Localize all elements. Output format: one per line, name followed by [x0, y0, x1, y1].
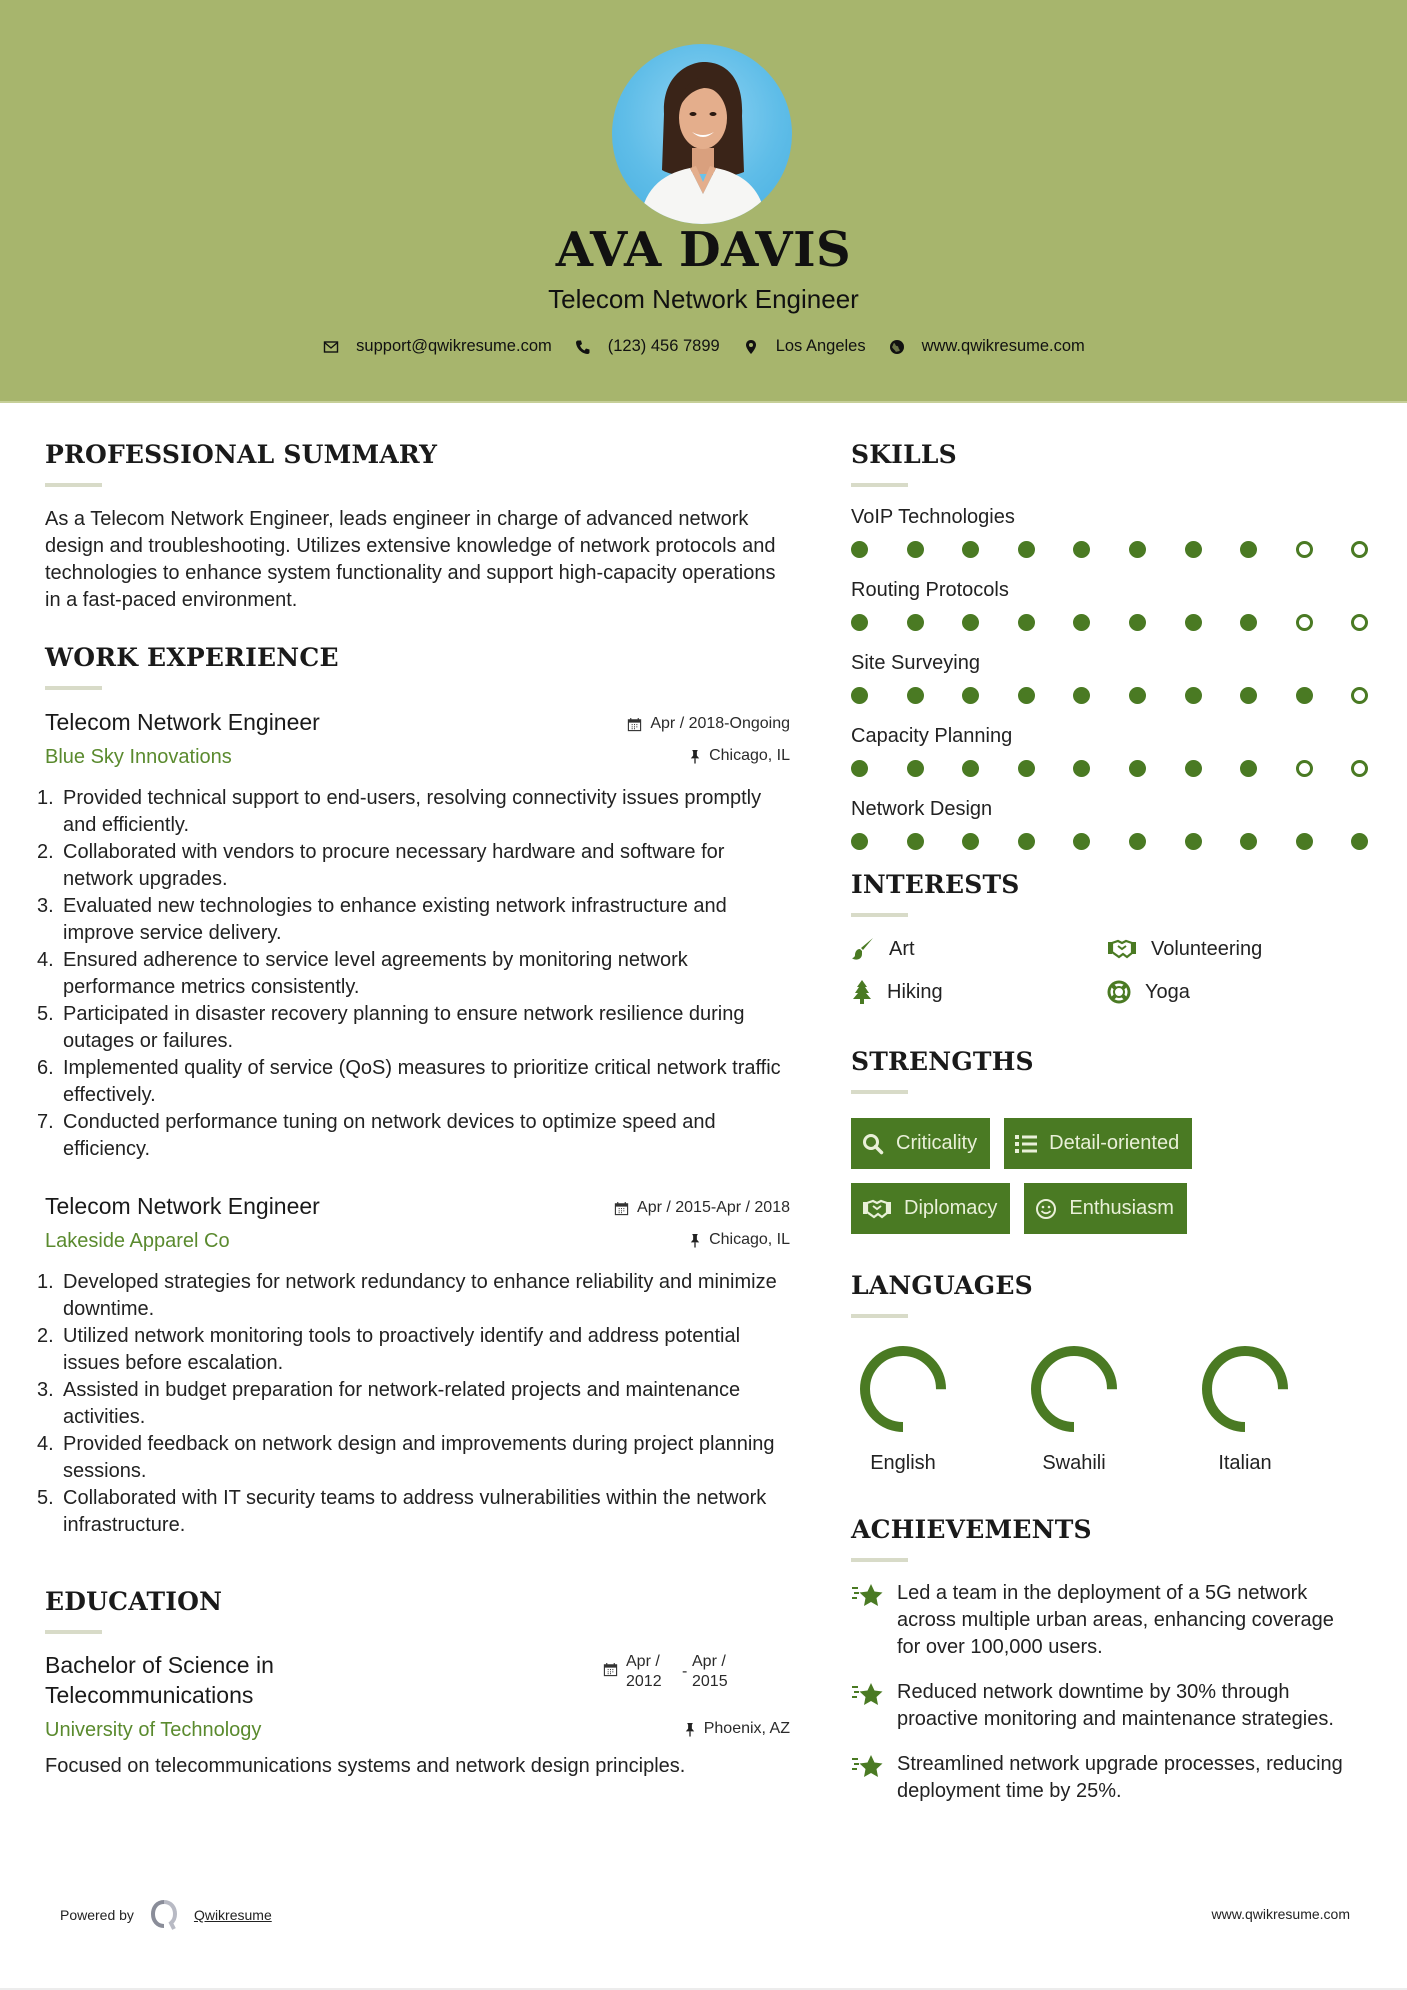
language-name: English	[870, 1452, 936, 1474]
interest-label: Art	[889, 937, 915, 960]
pushpin-icon	[684, 1722, 696, 1737]
end-month: Apr /	[692, 1653, 726, 1670]
language-item	[1193, 1344, 1364, 1475]
interest-item	[1107, 937, 1347, 961]
work-experience-section	[37, 643, 790, 1539]
skills-list	[851, 504, 1371, 850]
rating-dot-filled	[1073, 541, 1090, 558]
rating-dot-filled	[962, 833, 979, 850]
education-section	[45, 1587, 790, 1780]
interest-item	[1107, 980, 1347, 1004]
candidate-name: AVA DAVIS	[555, 222, 852, 278]
candidate-role: Telecom Network Engineer	[548, 284, 859, 314]
paint-brush-icon	[851, 937, 875, 961]
handshake-icon	[862, 1198, 892, 1220]
item-number: 2.	[37, 1325, 54, 1347]
rating-dot-filled	[851, 833, 868, 850]
skill-name: Site Surveying	[851, 652, 980, 674]
language-item	[1022, 1344, 1193, 1475]
section-divider	[45, 1630, 102, 1634]
map-marker-icon	[742, 338, 760, 356]
life-ring-icon	[1107, 980, 1131, 1004]
education-entry	[45, 1650, 790, 1780]
contact-website[interactable]	[888, 337, 1085, 356]
start-year: 2012	[626, 1673, 662, 1690]
education-location	[684, 1720, 790, 1738]
languages-section	[851, 1271, 1371, 1475]
contact-website-text: www.qwikresume.com	[921, 337, 1085, 355]
item-text: Implemented quality of service (QoS) measures to prioritize critical network traffic effectively.	[63, 1057, 781, 1106]
rating-dot-filled	[851, 614, 868, 631]
rating-dot-filled	[1240, 833, 1257, 850]
language-item	[851, 1344, 1022, 1475]
rating-dot-filled	[962, 687, 979, 704]
interest-item	[851, 937, 1107, 961]
list-item	[37, 1055, 790, 1109]
rating-dot-filled	[1129, 687, 1146, 704]
strength-badge	[851, 1118, 990, 1169]
rating-dot-filled	[1185, 833, 1202, 850]
item-text: Collaborated with vendors to procure necessary hardware and software for network upgrades.	[63, 841, 725, 890]
item-number: 4.	[37, 949, 54, 971]
pushpin-icon	[689, 1233, 701, 1248]
footer-website-link[interactable]: www.qwikresume.com	[1211, 1906, 1350, 1922]
item-text: Evaluated new technologies to enhance existing network infrastructure and improve service delivery.	[63, 895, 727, 944]
skill-item	[851, 796, 1371, 850]
section-divider	[851, 1314, 908, 1318]
job-title: Telecom Network Engineer	[45, 1193, 320, 1219]
section-title: ACHIEVEMENTS	[851, 1515, 1092, 1544]
job-entry	[37, 707, 790, 1163]
education-location-text: Phoenix, AZ	[703, 1720, 790, 1737]
rating-dot-filled	[1018, 614, 1035, 631]
rating-dot-filled	[1240, 541, 1257, 558]
rating-dot-filled	[962, 760, 979, 777]
strength-badge	[1004, 1118, 1192, 1169]
skill-rating	[851, 541, 1371, 558]
achievements-section	[851, 1515, 1371, 1805]
item-text: Collaborated with IT security teams to address vulnerabilities within the network infrastructure.	[63, 1487, 767, 1536]
interest-item	[851, 980, 1107, 1004]
rating-dot-empty	[1296, 541, 1313, 558]
section-divider	[45, 483, 102, 487]
strength-label: Detail-oriented	[1049, 1132, 1180, 1154]
calendar-icon	[614, 1201, 629, 1216]
list-item	[37, 839, 790, 893]
language-name: Swahili	[1042, 1452, 1106, 1474]
rating-dot-filled	[1129, 541, 1146, 558]
rating-dot-filled	[907, 614, 924, 631]
section-divider	[851, 1558, 908, 1562]
handshake-icon	[1107, 938, 1137, 960]
envelope-icon	[322, 338, 340, 356]
list-item	[37, 1485, 790, 1539]
section-title: INTERESTS	[851, 870, 1020, 899]
interests-section	[851, 870, 1371, 1004]
qwikresume-link[interactable]: Qwikresume	[193, 1907, 272, 1923]
rating-dot-filled	[962, 614, 979, 631]
achievement-text: Streamlined network upgrade processes, reducing deployment time by 25%.	[897, 1753, 1343, 1802]
job-location	[689, 1231, 790, 1249]
interest-label: Hiking	[887, 980, 943, 1003]
rating-dot-filled	[851, 541, 868, 558]
summary-text: As a Telecom Network Engineer, leads engineer in charge of advanced network design and troubleshooting. Utilizes extensive knowledge of network protocols and technologies to enhance system functionality and support high-capacity operations in a fast-paced environment.	[45, 508, 776, 611]
section-title: WORK EXPERIENCE	[45, 643, 339, 672]
list-item	[37, 1377, 790, 1431]
start-date	[626, 1652, 682, 1692]
rating-dot-filled	[1240, 760, 1257, 777]
rating-dot-filled	[1240, 687, 1257, 704]
globe-icon	[888, 338, 906, 356]
section-title: EDUCATION	[45, 1587, 223, 1616]
qwikresume-logo-icon	[150, 1900, 178, 1930]
skill-rating	[851, 760, 1371, 777]
rating-dot-filled	[907, 541, 924, 558]
rating-dot-filled	[1018, 833, 1035, 850]
resume-header	[0, 0, 1407, 403]
rating-dot-filled	[1185, 687, 1202, 704]
item-text: Utilized network monitoring tools to proactively identify and address potential issues before escalation.	[63, 1325, 741, 1374]
rating-dot-filled	[851, 760, 868, 777]
phone-icon	[574, 338, 592, 356]
item-number: 5.	[37, 1003, 54, 1025]
education-dates	[603, 1652, 748, 1692]
skill-name: Routing Protocols	[851, 579, 1009, 601]
section-title: PROFESSIONAL SUMMARY	[45, 440, 438, 469]
calendar-icon	[627, 717, 642, 732]
strength-label: Criticality	[896, 1132, 978, 1154]
education-description: Focused on telecommunications systems and network design principles.	[45, 1755, 686, 1777]
list-item	[37, 947, 790, 1001]
job-location-text: Chicago, IL	[709, 747, 790, 764]
search-icon	[862, 1133, 884, 1155]
rating-dot-filled	[1351, 833, 1368, 850]
rating-dot-filled	[1073, 833, 1090, 850]
strength-badge	[851, 1183, 1010, 1234]
list-item	[37, 1431, 790, 1485]
footer-powered-by	[60, 1900, 272, 1930]
job-dates	[627, 715, 790, 733]
language-proficiency-ring	[1029, 1344, 1119, 1434]
rating-dot-empty	[1296, 760, 1313, 777]
job-dates	[614, 1199, 790, 1217]
skill-rating	[851, 833, 1371, 850]
item-text: Assisted in budget preparation for network-related projects and maintenance activities.	[63, 1379, 741, 1428]
company-name: Blue Sky Innovations	[45, 746, 232, 768]
item-number: 1.	[37, 1271, 54, 1293]
rating-dot-filled	[1018, 760, 1035, 777]
rating-dot-filled	[1073, 687, 1090, 704]
item-text: Provided feedback on network design and improvements during project planning sessions.	[63, 1433, 775, 1482]
interest-label: Volunteering	[1151, 937, 1263, 960]
rating-dot-filled	[1296, 687, 1313, 704]
rating-dot-filled	[907, 687, 924, 704]
interest-label: Yoga	[1145, 980, 1190, 1003]
company-name: Lakeside Apparel Co	[45, 1230, 230, 1252]
skill-name: VoIP Technologies	[851, 506, 1015, 528]
strength-label: Diplomacy	[904, 1197, 998, 1219]
list-item	[37, 785, 790, 839]
interests-list	[851, 937, 1371, 1004]
list-item	[37, 893, 790, 947]
strength-label: Enthusiasm	[1069, 1197, 1174, 1219]
star-achievement-icon	[851, 1753, 885, 1781]
rating-dot-filled	[851, 687, 868, 704]
rating-dot-filled	[1185, 541, 1202, 558]
rating-dot-empty	[1296, 614, 1313, 631]
rating-dot-empty	[1351, 687, 1368, 704]
item-text: Participated in disaster recovery planning to ensure network resilience during outages or failures.	[63, 1003, 745, 1052]
list-item	[37, 1323, 790, 1377]
skill-name: Network Design	[851, 798, 993, 820]
profile-photo	[612, 44, 792, 224]
item-text: Conducted performance tuning on network devices to optimize speed and efficiency.	[63, 1111, 716, 1160]
star-achievement-icon	[851, 1582, 885, 1610]
language-proficiency-ring	[1200, 1344, 1290, 1434]
pushpin-icon	[689, 749, 701, 764]
item-number: 3.	[37, 895, 54, 917]
skill-item	[851, 650, 1371, 704]
rating-dot-filled	[907, 760, 924, 777]
start-month: Apr /	[626, 1653, 660, 1670]
contact-location-text: Los Angeles	[775, 337, 866, 355]
rating-dot-empty	[1351, 541, 1368, 558]
languages-list	[851, 1344, 1371, 1475]
item-text: Provided technical support to end-users, resolving connectivity issues promptly and efficiently.	[63, 787, 762, 836]
rating-dot-filled	[1073, 760, 1090, 777]
rating-dot-filled	[1129, 614, 1146, 631]
rating-dot-filled	[907, 833, 924, 850]
section-title: SKILLS	[851, 440, 957, 469]
language-name: Italian	[1218, 1452, 1272, 1474]
tree-icon	[851, 980, 873, 1004]
rating-dot-filled	[1185, 760, 1202, 777]
job-location	[689, 747, 790, 765]
achievement-item	[851, 1679, 1371, 1733]
list-item	[37, 1269, 790, 1323]
strength-badge	[1024, 1183, 1187, 1234]
contact-bar	[0, 337, 1407, 356]
section-divider	[45, 686, 102, 690]
job-dates-text: Apr / 2015-Apr / 2018	[637, 1199, 790, 1216]
achievement-text: Led a team in the deployment of a 5G network across multiple urban areas, enhancing coverage for over 100,000 users.	[897, 1582, 1334, 1658]
strengths-section	[851, 1047, 1371, 1234]
item-text: Ensured adherence to service level agreements by monitoring network performance metrics consistently.	[63, 949, 688, 998]
job-location-text: Chicago, IL	[709, 1231, 790, 1248]
portrait-image	[612, 44, 792, 224]
professional-summary-section	[45, 440, 790, 614]
list-item	[37, 1109, 790, 1163]
degree-title: Bachelor of Science in Telecommunications	[45, 1652, 274, 1708]
skills-section	[851, 440, 1371, 850]
rating-dot-filled	[1129, 760, 1146, 777]
rating-dot-filled	[1018, 687, 1035, 704]
calendar-icon	[603, 1662, 618, 1677]
rating-dot-empty	[1351, 614, 1368, 631]
smile-icon	[1035, 1198, 1057, 1220]
section-divider	[851, 483, 908, 487]
strengths-list	[851, 1118, 1281, 1234]
skill-rating	[851, 614, 1371, 631]
item-number: 4.	[37, 1433, 54, 1455]
job-dates-text: Apr / 2018-Ongoing	[650, 715, 790, 732]
achievement-item	[851, 1751, 1371, 1805]
powered-by-label: Powered by	[60, 1907, 134, 1923]
item-number: 2.	[37, 841, 54, 863]
skill-item	[851, 577, 1371, 631]
contact-email-text: support@qwikresume.com	[356, 337, 552, 355]
rating-dot-filled	[1185, 614, 1202, 631]
section-divider	[851, 913, 908, 917]
rating-dot-filled	[962, 541, 979, 558]
rating-dot-filled	[1129, 833, 1146, 850]
contact-phone-text: (123) 456 7899	[607, 337, 720, 355]
job-entry	[37, 1191, 790, 1539]
item-number: 5.	[37, 1487, 54, 1509]
list-item	[37, 1001, 790, 1055]
rating-dot-filled	[1073, 614, 1090, 631]
rating-dot-filled	[1296, 833, 1313, 850]
job-title: Telecom Network Engineer	[45, 709, 320, 735]
skill-item	[851, 504, 1371, 558]
star-achievement-icon	[851, 1681, 885, 1709]
contact-location	[742, 337, 866, 356]
item-number: 7.	[37, 1111, 54, 1133]
rating-dot-empty	[1351, 760, 1368, 777]
achievement-item	[851, 1580, 1371, 1661]
section-title: LANGUAGES	[851, 1271, 1033, 1300]
end-year: 2015	[692, 1673, 728, 1690]
job-responsibilities	[37, 785, 790, 1163]
list-icon	[1015, 1134, 1037, 1154]
contact-email[interactable]	[322, 337, 552, 356]
end-date	[692, 1652, 748, 1692]
skill-rating	[851, 687, 1371, 704]
language-proficiency-ring	[858, 1344, 948, 1434]
section-divider	[851, 1090, 908, 1094]
achievement-text: Reduced network downtime by 30% through proactive monitoring and maintenance strategies.	[897, 1681, 1334, 1730]
item-text: Developed strategies for network redundancy to enhance reliability and minimize downtime.	[63, 1271, 777, 1320]
skill-name: Capacity Planning	[851, 725, 1013, 747]
rating-dot-filled	[1240, 614, 1257, 631]
school-name: University of Technology	[45, 1719, 262, 1741]
item-number: 3.	[37, 1379, 54, 1401]
job-responsibilities	[37, 1269, 790, 1539]
section-title: STRENGTHS	[851, 1047, 1034, 1076]
item-number: 6.	[37, 1057, 54, 1079]
left-column	[37, 440, 790, 1780]
contact-phone[interactable]	[574, 337, 720, 356]
date-separator: -	[682, 1663, 688, 1680]
right-column	[851, 440, 1371, 1805]
rating-dot-filled	[1018, 541, 1035, 558]
item-number: 1.	[37, 787, 54, 809]
skill-item	[851, 723, 1371, 777]
